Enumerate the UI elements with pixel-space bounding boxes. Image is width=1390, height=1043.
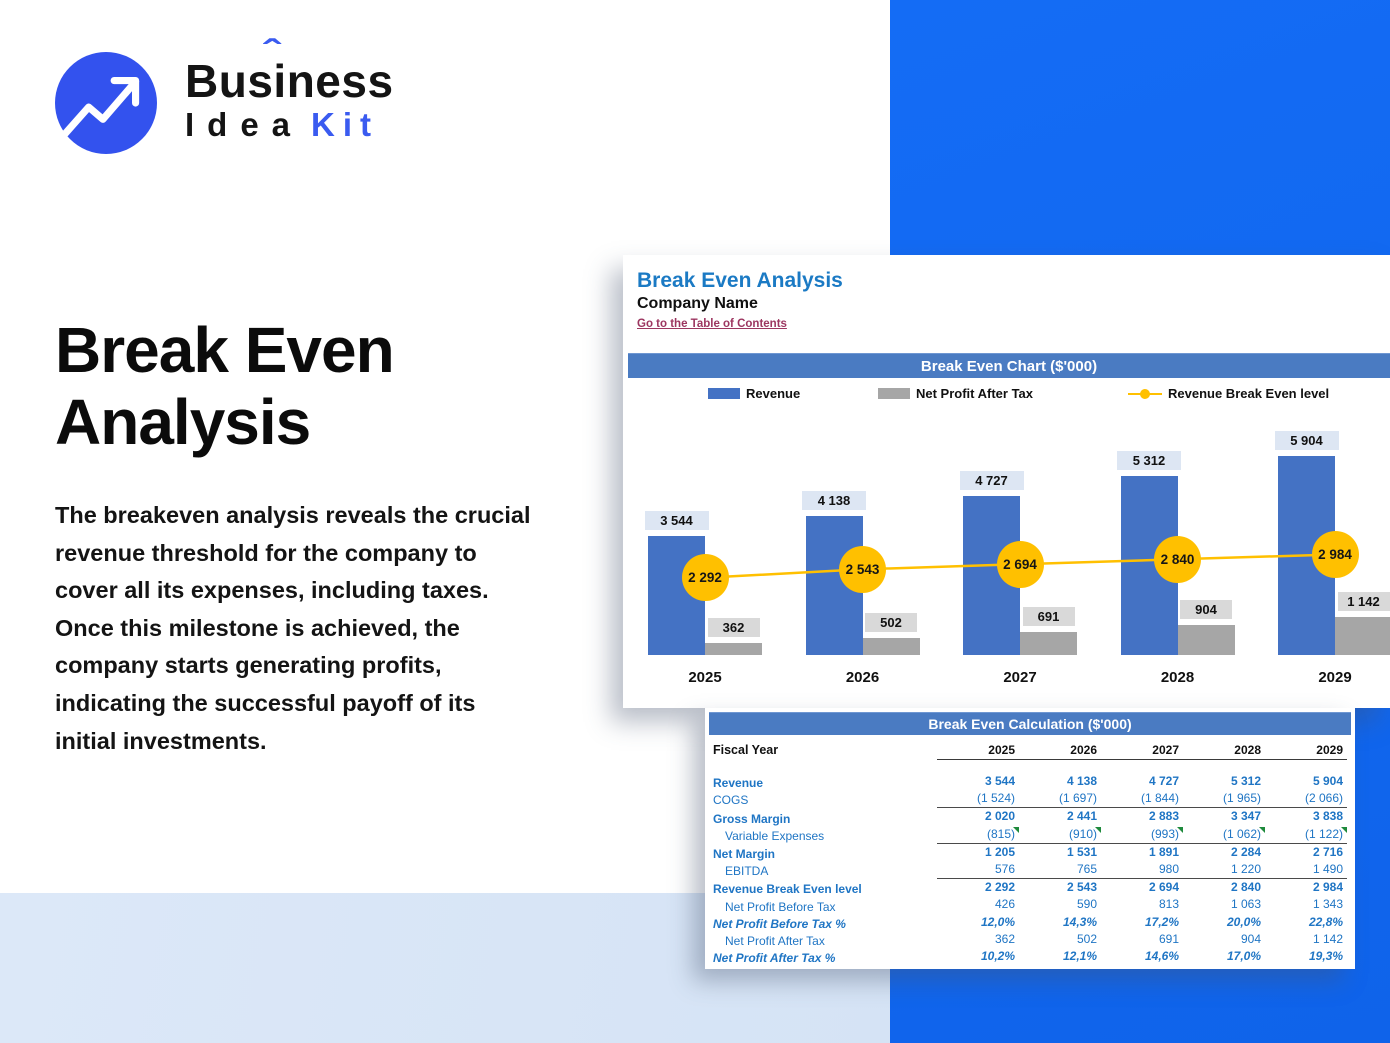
- net-profit-data-label: 362: [708, 618, 760, 637]
- page-title-line2: Analysis: [55, 385, 311, 458]
- row-value-cell: 14,6%: [1144, 949, 1179, 964]
- net-profit-data-label: 502: [865, 613, 917, 632]
- brand-word-idea: Idea: [185, 106, 304, 143]
- brand-word-ideakit: [185, 106, 394, 144]
- row-label: EBITDA: [725, 864, 769, 879]
- net-profit-bar: [1178, 625, 1235, 655]
- row-value-cell: (1 122): [1265, 826, 1347, 843]
- legend-label: Revenue: [746, 386, 801, 401]
- x-axis-year-label: 2029: [1318, 669, 1352, 686]
- row-label: Net Profit Before Tax: [725, 899, 836, 914]
- row-value-cell: 2 292: [984, 880, 1015, 895]
- brand-word-kit: Kit: [311, 106, 380, 143]
- row-label: Revenue: [713, 776, 764, 791]
- table-row: [713, 807, 1347, 825]
- legend-label: Net Profit After Tax: [916, 386, 1034, 401]
- revenue-data-label: 5 904: [1275, 431, 1339, 450]
- breakeven-point: 2 543: [839, 546, 886, 593]
- page-title-line1: Break Even: [55, 314, 394, 386]
- row-value-cell: 12,1%: [1062, 949, 1097, 964]
- net-profit-bar: [863, 638, 920, 655]
- row-label: Gross Margin: [713, 811, 791, 826]
- revenue-data-label: 5 312: [1117, 451, 1181, 470]
- row-label: COGS: [713, 793, 749, 808]
- net-profit-data-label: 904: [1180, 600, 1232, 619]
- row-value-cell: 2 840: [1230, 880, 1261, 895]
- row-value-cell: 590: [1076, 897, 1097, 912]
- row-label: Net Profit After Tax: [725, 934, 825, 949]
- company-name: Company Name: [637, 295, 758, 312]
- row-value-cell: 1 205: [984, 844, 1015, 859]
- spreadsheet-chart-card: [623, 255, 1390, 708]
- row-value-cell: 4 138: [1066, 774, 1097, 788]
- row-value-cell: 980: [1158, 862, 1179, 877]
- row-value-cell: 3 838: [1312, 809, 1343, 824]
- row-value-cell: 813: [1158, 897, 1179, 912]
- table-row: [713, 948, 1347, 965]
- row-value-cell: 904: [1240, 931, 1261, 946]
- x-axis-year-label: 2028: [1160, 669, 1195, 686]
- row-value-cell: 19,3%: [1308, 949, 1343, 964]
- trending-up-arrow-icon: [55, 52, 157, 154]
- net-profit-bar: [1335, 617, 1390, 655]
- row-value-cell: (910): [1019, 826, 1101, 843]
- x-axis-year-label: 2027: [1003, 669, 1037, 686]
- row-value-cell: 2 441: [1066, 809, 1097, 824]
- calc-header-bar: Break Even Calculation ($'000): [709, 712, 1351, 735]
- row-value-cell: 362: [994, 931, 1015, 946]
- revenue-data-label: 4 727: [960, 471, 1024, 490]
- row-value-cell: 502: [1076, 931, 1097, 946]
- revenue-data-label: 3 544: [645, 511, 709, 530]
- row-value-cell: 2 716: [1312, 844, 1343, 859]
- table-of-contents-link[interactable]: Go to the Table of Contents: [637, 318, 787, 330]
- row-value-cell: 22,8%: [1308, 914, 1343, 929]
- row-value-cell: 3 347: [1230, 809, 1261, 824]
- row-label: Net Profit Before Tax %: [713, 916, 846, 931]
- table-row: [713, 878, 1347, 896]
- page-title: [55, 315, 394, 458]
- row-value-cell: 14,3%: [1062, 914, 1097, 929]
- row-value-cell: 17,0%: [1226, 949, 1261, 964]
- table-row: [713, 861, 1347, 878]
- calculation-table: [713, 740, 1347, 965]
- row-value-cell: 2 883: [1148, 809, 1179, 824]
- table-row: [713, 931, 1347, 948]
- row-value-cell: 2 284: [1230, 844, 1261, 859]
- sheet-title: Break Even Analysis: [637, 269, 843, 292]
- row-value-cell: 1 343: [1312, 897, 1343, 912]
- calculation-table-card: [705, 708, 1355, 969]
- row-value-cell: (1 697): [1058, 791, 1097, 806]
- comment-flag-icon: [1341, 827, 1347, 833]
- breakeven-point: 2 292: [682, 554, 729, 601]
- brand-word-part: Bus: [185, 55, 274, 107]
- year-column-header: 2025: [988, 742, 1015, 757]
- revenue-data-label: 4 138: [802, 491, 866, 510]
- net-profit-bar: [1020, 632, 1077, 655]
- fiscal-year-header-row: [713, 740, 1347, 760]
- row-label: Variable Expenses: [725, 828, 825, 843]
- row-value-cell: 17,2%: [1144, 914, 1179, 929]
- brand-wordmark: [185, 34, 394, 154]
- table-row: [713, 843, 1347, 861]
- row-value-cell: 426: [994, 897, 1015, 912]
- description-paragraph: The breakeven analysis reveals the crucial revenue threshold for the company to cover all its expenses, including taxes. Once this milestone is achieved, the company starts generating profits, indicating the successful payoff of its initial investments.: [55, 502, 531, 754]
- brand-word-part: ness: [286, 55, 394, 107]
- row-value-cell: 576: [994, 862, 1015, 877]
- row-value-cell: 1 063: [1230, 897, 1261, 912]
- row-value-cell: 20,0%: [1226, 914, 1261, 929]
- fiscal-year-label: Fiscal Year: [713, 743, 779, 757]
- breakeven-point: 2 984: [1312, 531, 1359, 578]
- row-value-cell: 1 490: [1312, 862, 1343, 877]
- row-value-cell: 5 904: [1312, 774, 1343, 788]
- year-column-header: 2029: [1316, 742, 1343, 757]
- brand-logo: [55, 34, 394, 154]
- breakeven-bar-chart: [623, 255, 1390, 708]
- row-value-cell: 765: [1076, 862, 1097, 877]
- year-column-header: 2028: [1234, 742, 1261, 757]
- row-value-cell: (1 524): [976, 791, 1015, 806]
- circumflex-accent-icon: ˆ: [263, 34, 282, 72]
- row-value-cell: 1 531: [1066, 844, 1097, 859]
- row-value-cell: 2 543: [1066, 880, 1097, 895]
- row-value-cell: 1 142: [1312, 931, 1343, 946]
- table-row: [713, 790, 1347, 807]
- row-value-cell: (815): [937, 826, 1019, 843]
- row-value-cell: 4 727: [1148, 774, 1179, 788]
- legend-label: Revenue Break Even level: [1168, 386, 1330, 401]
- brand-word-business: [185, 34, 394, 107]
- year-column-header: 2027: [1152, 742, 1179, 757]
- row-value-cell: 1 891: [1148, 844, 1179, 859]
- x-axis-year-label: 2025: [688, 669, 722, 686]
- row-value-cell: 2 984: [1312, 880, 1343, 895]
- row-value-cell: 12,0%: [980, 914, 1015, 929]
- net-profit-data-label: 1 142: [1338, 592, 1390, 611]
- breakeven-point: 2 694: [997, 541, 1044, 588]
- row-value-cell: (993): [1101, 826, 1183, 843]
- year-column-header: 2026: [1070, 742, 1097, 757]
- row-value-cell: (1 062): [1183, 826, 1265, 843]
- table-row: [713, 826, 1347, 843]
- row-value-cell: (2 066): [1304, 791, 1343, 806]
- row-value-cell: 10,2%: [980, 949, 1015, 964]
- row-value-cell: (1 844): [1140, 791, 1179, 806]
- breakeven-point: 2 840: [1154, 536, 1201, 583]
- row-label: Net Profit After Tax %: [713, 951, 836, 966]
- row-value-cell: 5 312: [1230, 774, 1261, 788]
- brand-letter-i: i ˆ: [263, 34, 287, 107]
- net-profit-data-label: 691: [1023, 607, 1075, 626]
- row-value-cell: 2 020: [984, 809, 1015, 824]
- row-value-cell: 1 220: [1230, 862, 1261, 877]
- x-axis-year-label: 2026: [845, 669, 880, 686]
- table-row: [713, 914, 1347, 931]
- row-value-cell: 3 544: [984, 774, 1015, 788]
- row-label: Revenue Break Even level: [713, 882, 862, 897]
- table-row: [713, 773, 1347, 790]
- row-value-cell: 691: [1158, 931, 1179, 946]
- row-value-cell: 2 694: [1148, 880, 1179, 895]
- row-label: Net Margin: [713, 847, 776, 862]
- net-profit-bar: [705, 643, 762, 655]
- row-value-cell: (1 965): [1222, 791, 1261, 806]
- chart-header-bar: Break Even Chart ($'000): [628, 353, 1390, 378]
- table-row: [713, 896, 1347, 913]
